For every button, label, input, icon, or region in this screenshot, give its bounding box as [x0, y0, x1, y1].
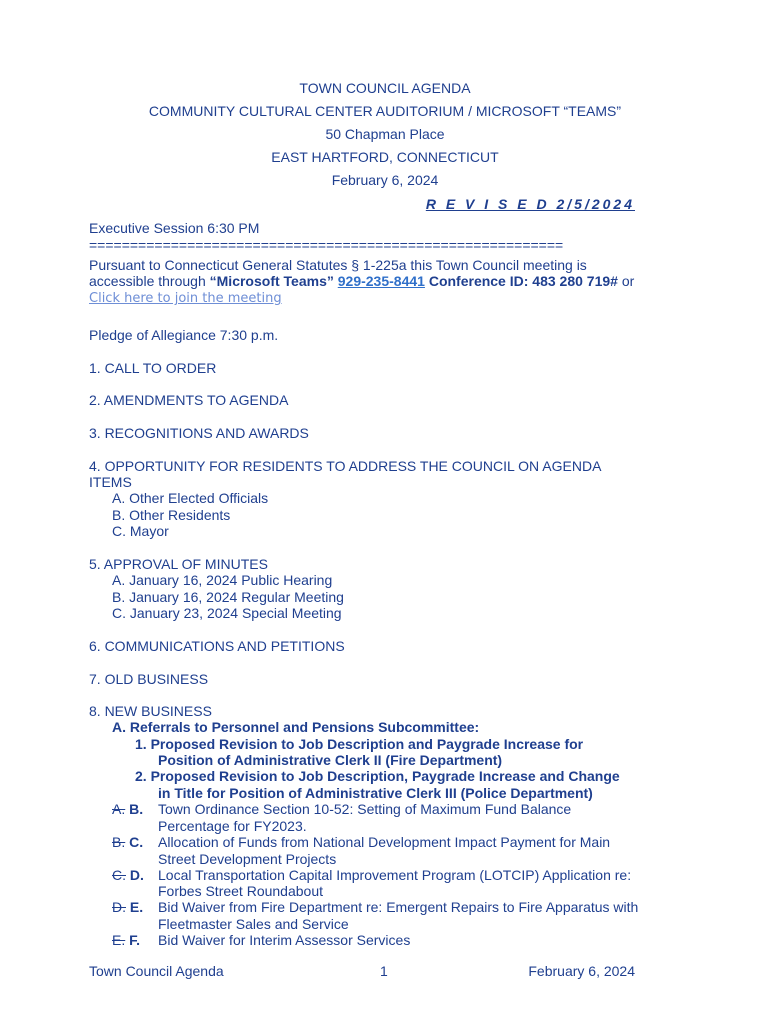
- item-new-business: 8. NEW BUSINESS: [89, 703, 212, 719]
- footer-page-number: 1: [380, 963, 388, 979]
- footer-right: February 6, 2024: [528, 963, 635, 979]
- item8-a2-line1: 2. Proposed Revision to Job Description, Paygrade Increase and Change: [135, 768, 620, 784]
- city-line: EAST HARTFORD, CONNECTICUT: [271, 149, 499, 165]
- item8-row-d-text2: Forbes Street Roundabout: [158, 883, 323, 899]
- item8-row-c-text2: Street Development Projects: [158, 851, 337, 867]
- new-letter: B.: [129, 801, 144, 817]
- teams-access-line: [89, 273, 634, 289]
- item5-sub-b: B. January 16, 2024 Regular Meeting: [112, 589, 344, 605]
- item8-row-e: [112, 899, 143, 915]
- item5-sub-a: A. January 16, 2024 Public Hearing: [112, 572, 333, 588]
- item8-row-c-text1: Allocation of Funds from National Development Impact Payment for Main: [158, 834, 611, 850]
- item8-a1-line1: 1. Proposed Revision to Job Description and Paygrade Increase for: [135, 736, 584, 752]
- item-communications: 6. COMMUNICATIONS AND PETITIONS: [89, 638, 345, 654]
- new-letter: D.: [129, 867, 144, 883]
- old-letter: B.: [112, 834, 126, 850]
- item-amendments: 2. AMENDMENTS TO AGENDA: [89, 392, 289, 408]
- item8-row-b-text2: Percentage for FY2023.: [158, 818, 307, 834]
- footer-left: Town Council Agenda: [89, 963, 224, 979]
- join-meeting-link[interactable]: Click here to join the meeting: [89, 291, 282, 306]
- item8-row-d-text1: Local Transportation Capital Improvement Program (LOTCIP) Application re:: [158, 867, 632, 883]
- conference-id: Conference ID: 483 280 719#: [424, 273, 618, 289]
- item8-row-d: [112, 867, 144, 883]
- item8-row-f-text1: Bid Waiver for Interim Assessor Services: [158, 932, 411, 948]
- teams-name: “Microsoft Teams”: [209, 273, 334, 289]
- item4-sub-c: C. Mayor: [112, 523, 169, 539]
- item-opportunity: 4. OPPORTUNITY FOR RESIDENTS TO ADDRESS THE COUNCIL ON AGENDA: [89, 458, 602, 474]
- teams-prefix: accessible through: [89, 273, 210, 289]
- item-opportunity-cont: ITEMS: [89, 474, 132, 490]
- item8-referrals: A. Referrals to Personnel and Pensions Subcommittee:: [112, 719, 480, 735]
- item5-sub-c: C. January 23, 2024 Special Meeting: [112, 605, 342, 621]
- item8-row-b-text1: Town Ordinance Section 10-52: Setting of Maximum Fund Balance: [158, 801, 572, 817]
- old-letter: E.: [112, 932, 126, 948]
- item8-row-e-text2: Fleetmaster Sales and Service: [158, 916, 349, 932]
- venue-line: COMMUNITY CULTURAL CENTER AUDITORIUM / MICROSOFT “TEAMS”: [148, 103, 622, 119]
- item8-row-b: [112, 801, 143, 817]
- item-call-to-order: 1. CALL TO ORDER: [89, 360, 217, 376]
- phone-link[interactable]: 929-235-8441: [337, 273, 425, 289]
- item8-row-e-text1: Bid Waiver from Fire Department re: Emergent Repairs to Fire Apparatus with: [158, 899, 639, 915]
- new-letter: E.: [129, 899, 144, 915]
- old-letter: C.: [112, 867, 126, 883]
- item8-row-c: [112, 834, 143, 850]
- item-approval-minutes: 5. APPROVAL OF MINUTES: [89, 556, 268, 572]
- or-text: or: [617, 273, 635, 289]
- pledge-line: Pledge of Allegiance 7:30 p.m.: [89, 327, 279, 343]
- item8-a1-line2: Position of Administrative Clerk II (Fire Department): [158, 752, 503, 768]
- meeting-date: February 6, 2024: [331, 172, 439, 188]
- item4-sub-b: B. Other Residents: [112, 507, 231, 523]
- agenda-title: TOWN COUNCIL AGENDA: [299, 80, 471, 96]
- item-old-business: 7. OLD BUSINESS: [89, 671, 209, 687]
- item8-a2-line2: in Title for Position of Administrative Clerk III (Police Department): [158, 785, 593, 801]
- old-letter: A.: [112, 801, 126, 817]
- new-letter: F.: [129, 932, 141, 948]
- item-recognitions: 3. RECOGNITIONS AND AWARDS: [89, 425, 309, 441]
- revised-stamp: R E V I S E D 2/5/2024: [425, 196, 635, 212]
- new-letter: C.: [129, 834, 144, 850]
- item8-row-f: [112, 932, 140, 948]
- executive-session: Executive Session 6:30 PM: [89, 220, 260, 236]
- old-letter: D.: [112, 899, 126, 915]
- address-line: 50 Chapman Place: [325, 126, 445, 142]
- item4-sub-a: A. Other Elected Officials: [112, 490, 269, 506]
- divider-rule: ==========================================================: [89, 237, 564, 253]
- statute-line: Pursuant to Connecticut General Statutes § 1-225a this Town Council meeting is: [89, 257, 587, 273]
